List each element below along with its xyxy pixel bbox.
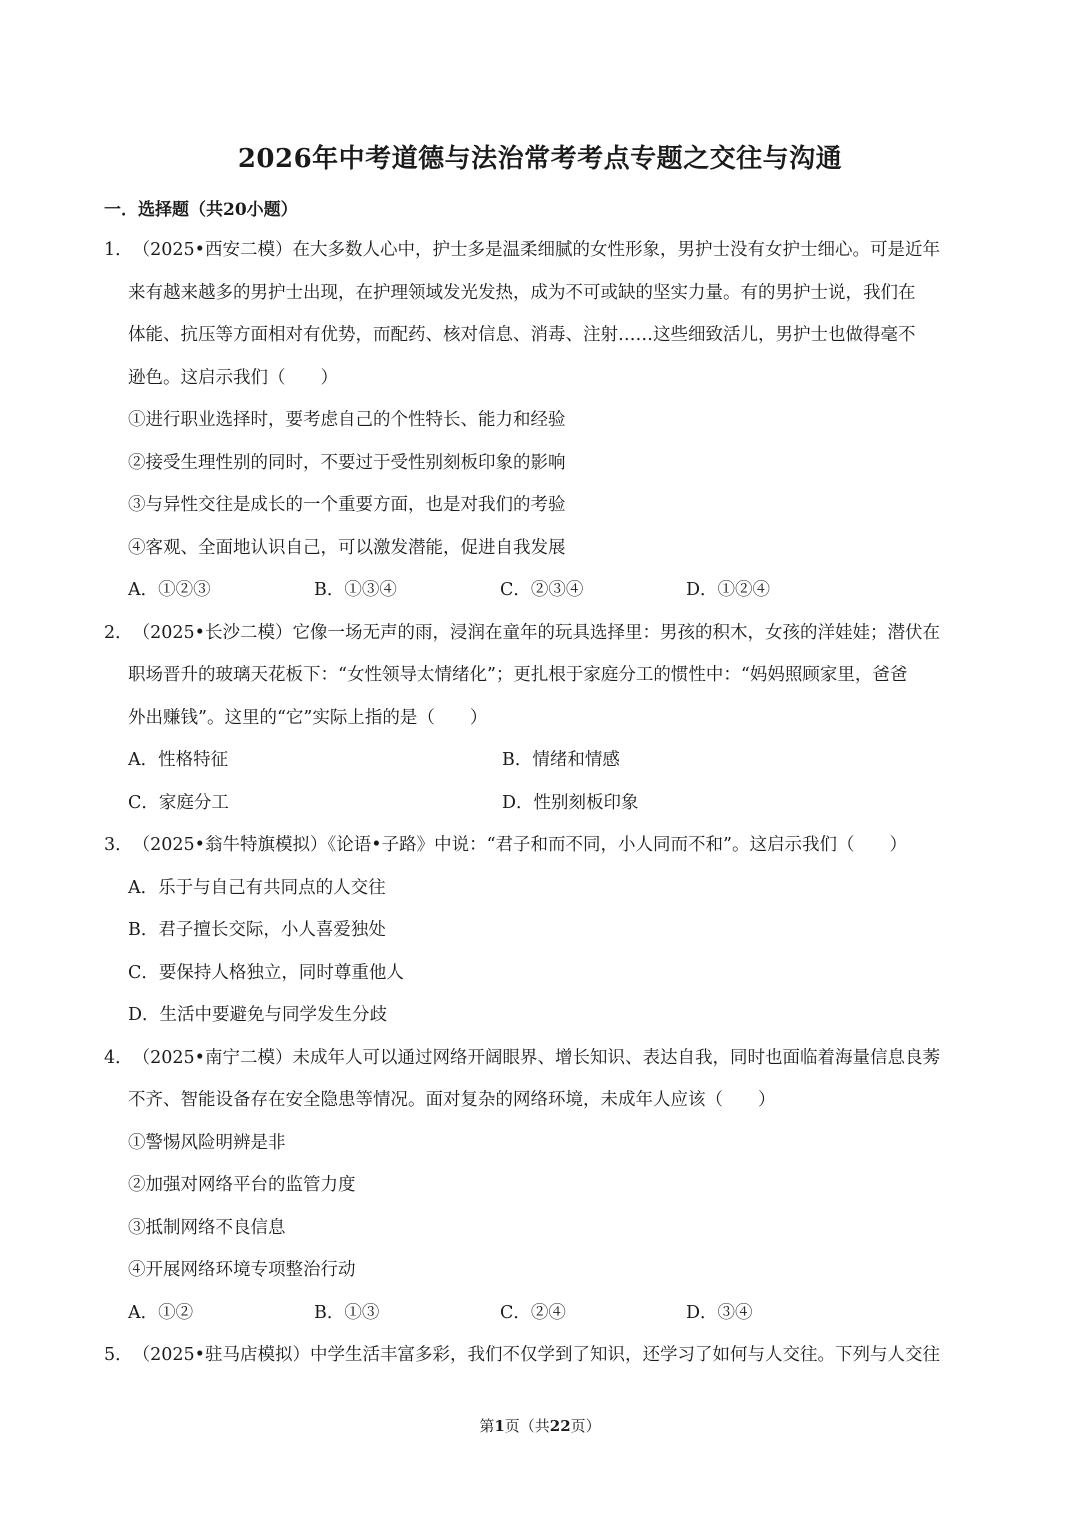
statement-3: ③抵制网络不良信息 <box>128 1217 286 1238</box>
option-b: B．①③④ <box>314 580 397 600</box>
total-pages: 22 <box>549 1417 571 1435</box>
statement-2: ②加强对网络平台的监管力度 <box>128 1175 356 1195</box>
statement-1: ①进行职业选择时，要考虑自己的个性特长、能力和经验 <box>128 410 566 430</box>
question-text: 体能、抗压等方面相对有优势，而配药、核对信息、消毒、注射……这些细致活儿，男护士也做得毫不 <box>128 325 916 345</box>
statement-1: ①警惕风险明辨是非 <box>128 1132 286 1153</box>
option-b: B．情绪和情感 <box>502 750 620 770</box>
option-d: D．生活中要避免与同学发生分歧 <box>128 1005 388 1025</box>
question-4 <box>104 1037 984 1335</box>
question-line <box>104 1334 984 1377</box>
question-list <box>104 229 984 1377</box>
footer-suffix: 页） <box>570 1417 601 1435</box>
option-a: A．乐于与自己有共同点的人交往 <box>128 877 386 898</box>
statement-2: ②接受生理性别的同时，不要过于受性别刻板印象的影响 <box>128 452 566 473</box>
question-text: 职场晋升的玻璃天花板下：“女性领导太情绪化”；更扎根于家庭分工的惯性中：“妈妈照顾家里，爸爸 <box>128 665 908 685</box>
footer-middle: 页（共 <box>504 1417 550 1435</box>
option-c: C．要保持人格独立，同时尊重他人 <box>128 962 404 983</box>
question-line <box>104 1037 984 1080</box>
question-number: 4． <box>104 1047 133 1068</box>
page-number: 1 <box>494 1417 505 1435</box>
question-text: 来有越来越多的男护士出现，在护理领域发光发热，成为不可或缺的坚实力量。有的男护士说，我们在 <box>128 282 916 303</box>
option-a: A．性格特征 <box>128 750 229 770</box>
question-number: 2． <box>104 622 133 643</box>
question-number: 3． <box>104 835 133 855</box>
question-number: 5． <box>104 1345 133 1365</box>
page-footer <box>0 1415 1080 1436</box>
question-line <box>104 612 984 655</box>
answer-options <box>104 1292 984 1335</box>
option-c: C．②④ <box>500 1302 566 1323</box>
option-c: C．家庭分工 <box>128 792 229 813</box>
statement-4: ④开展网络环境专项整治行动 <box>128 1260 356 1280</box>
option-d: D．性别刻板印象 <box>502 792 639 813</box>
answer-options <box>104 739 984 782</box>
option-a: A．①②③ <box>128 580 211 600</box>
question-3 <box>104 824 984 1037</box>
question-line <box>104 229 984 272</box>
question-5 <box>104 1334 984 1377</box>
footer-prefix: 第 <box>479 1417 495 1435</box>
question-text: 逊色。这启示我们（ ） <box>128 367 338 388</box>
question-1 <box>104 229 984 612</box>
answer-options <box>104 569 984 612</box>
question-2 <box>104 612 984 825</box>
question-text: （2025•西安二模）在大多数人心中，护士多是温柔细腻的女性形象，男护士没有女护士细心。可是近年 <box>132 240 940 260</box>
question-line <box>104 824 984 867</box>
question-text: （2025•南宁二模）未成年人可以通过网络开阔眼界、增长知识、表达自我，同时也面临着海量信息良莠 <box>132 1047 940 1068</box>
question-text: 外出赚钱”。这里的“它”实际上指的是（ ） <box>128 707 488 728</box>
option-d: D．③④ <box>686 1302 753 1323</box>
option-c: C．②③④ <box>500 580 584 600</box>
option-b: B．君子擅长交际，小人喜爱独处 <box>128 920 386 940</box>
question-number: 1． <box>104 240 133 260</box>
section-heading: 一．选择题（共20小题） <box>104 200 298 220</box>
document-title: 2026年中考道德与法治常考考点专题之交往与沟通 <box>237 144 843 174</box>
option-d: D．①②④ <box>686 580 771 600</box>
question-text: （2025•驻马店模拟）中学生活丰富多彩，我们不仅学到了知识，还学习了如何与人交往。下列与人交往 <box>132 1345 940 1365</box>
question-text: （2025•翁牛特旗模拟）《论语•子路》中说：“君子和而不同，小人同而不和”。这启示我们（ ） <box>132 835 907 855</box>
question-text: 不齐、智能设备存在安全隐患等情况。面对复杂的网络环境，未成年人应该（ ） <box>128 1090 776 1110</box>
option-b: B．①③ <box>314 1302 380 1323</box>
statement-4: ④客观、全面地认识自己，可以激发潜能，促进自我发展 <box>128 537 566 558</box>
answer-options <box>104 782 984 825</box>
question-text: （2025•长沙二模）它像一场无声的雨，浸润在童年的玩具选择里：男孩的积木，女孩的洋娃娃；潜伏在 <box>132 622 940 643</box>
option-a: A．①② <box>128 1302 194 1323</box>
statement-3: ③与异性交往是成长的一个重要方面，也是对我们的考验 <box>128 495 566 515</box>
